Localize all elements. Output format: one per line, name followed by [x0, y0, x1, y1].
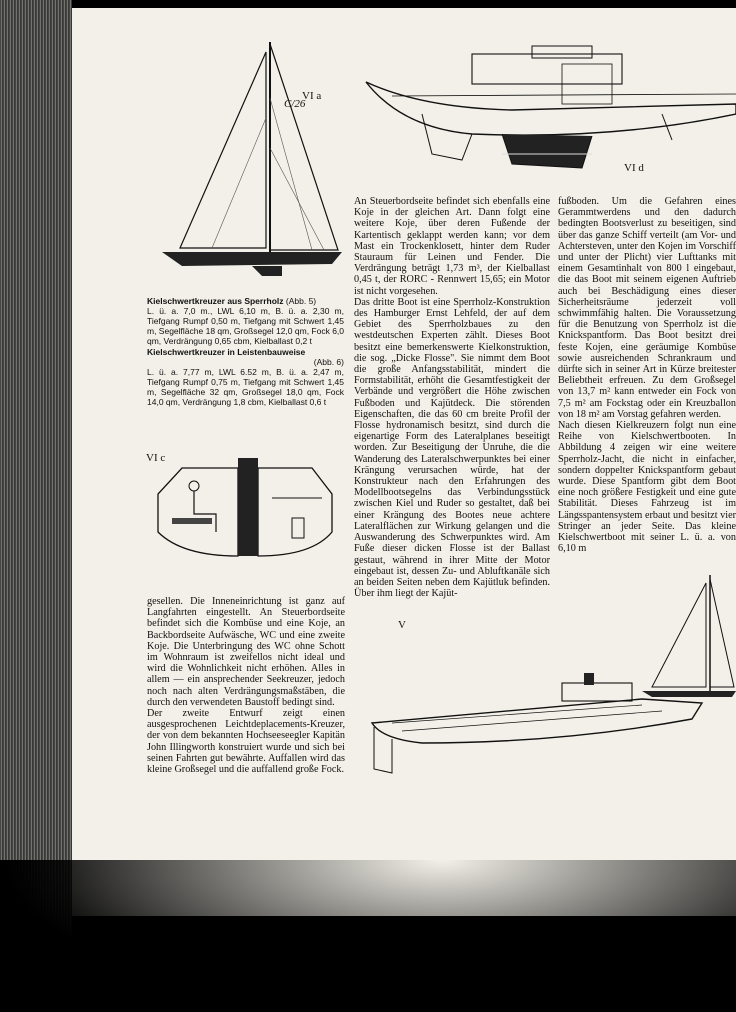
- boat-v-drawing: [362, 573, 736, 793]
- caption-boat2-ref: (Abb. 6): [313, 357, 344, 367]
- text-column-left: gesellen. Die Inneneinrichtung ist ganz auf Langfahrten eingestellt. An Steuerbordseite befindet sich die Kombüse und eine Koje, an Backbordseite Aufwäsche, WC und eine zweite Koje. Die Unterbringung des WC ohne Schott im Wohnraum ist zweifellos nicht ideal und wird die Wohnlichkeit nicht erhöhen. Alles in allem — ein ansprechender Seekreuzer, jedoch noch nach alten Verdrängungsmaßstäben, die durch den verwendeten Baustoff bedingt sind. Der zweite Entwurf zeigt einen ausgesprochenen Leichtdeplacements-Kreuzer, der von dem bekannten Hochseeseegler Kapitän John Illingworth konstruiert wurde und sich bei seinen Fahrten gut bewährte. Auffallen wird das kleine Großsegel und die auffallend große Fock.: [147, 596, 345, 776]
- caption-boat1-specs: L. ü. a. 7,0 m., LWL 6,10 m, B. ü. a. 2,30 m, Tiefgang Rumpf 0,50 m, Tiefgang mit Schwert 1,45 m, Segelfläche 18 qm, Großsegel 12,0 qm, Fock 6,0 qm, Verdrängung 0,65 cbm, Kielballast 0,2 t: [147, 306, 345, 346]
- text-column-middle: An Steuerbordseite befindet sich ebenfalls eine Koje in der gleichen Art. Dann folgt eine weitere Koje, über deren Fußende der Kartentisch geklappt werden kann; vor dem Mast ein Trockenklosett, hinter dem Ruder Stauraum für Leinen und Fender. Die Verdrängung beträgt 1,73 m³, der Kielballast 0,45 t, der RORC - Rennwert 15,65; ein Motor ist nicht vorgesehen. Das dritte Boot ist eine Sperrholz-Konstruktion des Hamburger Ernst Lehfeld, der auf dem Gebiet des Sperrholzbaues zu den westdeutschen Experten zählt. Dieses Boot besitzt eine bemerkenswerte Kielkonstruktion, die sog. „Dicke Flosse". Sie nimmt dem Boot die große Anfangsstabilität, mindert die Formstabilität, erhöht die Gesamtfestigkeit der Verbände und vergrößert die Höhe zwischen Fußboden und Kajütdeck. Die störenden Eigenschaften, die das 60 cm breite Profil der Flosse hydronamisch besitzt, sind durch die eigenartige Form des Lateralplanes beseitigt worden. Zur Beseitigung der Unruhe, die die Wanderung des Lateralschwerpunktes bei einer Krängung verursachen würde, hat der Konstrukteur nach den Erfahrungen des Modellbootsegelns das Verbindungsstück zwischen Kiel und Ruder so gestaltet, daß bei einer Krängung des Bootes neue achtere Lateralflächen zur Wirkung gelangen und die Auswanderung des Schwerpunktes wird. Am Fuße dieser dicken Flosse ist der Ballast gestaut, während in ihrer Mitte der Motor eingebaut ist, dessen Zu- und Abluftkanäle sich an beiden Seiten neben dem Kajütluk befinden. Über ihm liegt der Kajüt-: [354, 196, 550, 600]
- sailplan-drawing: [142, 38, 352, 278]
- caption-boat2-specs: L. ü. a. 7,77 m, LWL 6.52 m, B. ü. a. 2,47 m, Tiefgang Rumpf 0,75 m, Tiefgang mit Schwert 1,45 m, Segelfläche 32 qm, Großsegel 18,0 qm, Fock 14,0 qm, Verdrängung 1,8 cbm, Kielballast 0,6 t: [147, 367, 344, 407]
- caption-block: [147, 296, 344, 407]
- figure-vid-label: VI d: [624, 162, 644, 174]
- figure-v-boat: [362, 573, 736, 793]
- caption-boat2-title: Kielschwertkreuzer in Leistenbauweise: [147, 347, 306, 357]
- figure-vic-section: [142, 448, 342, 558]
- caption-boat1: [147, 296, 344, 306]
- figure-vid-profile: [362, 44, 736, 180]
- book-page: [72, 8, 736, 916]
- figure-via-sailplan: [142, 38, 352, 278]
- figure-via-sail-mark: C/26: [284, 98, 306, 110]
- caption-boat1-title: Kielschwertkreuzer aus Sperrholz: [147, 296, 284, 306]
- cabin-section-drawing: [142, 448, 342, 558]
- page-curl-shadow: [0, 860, 736, 1012]
- figure-via-label: VI a: [302, 90, 322, 102]
- caption-boat2: [147, 347, 344, 357]
- figure-v-label: V: [398, 619, 406, 631]
- hull-profile-drawing: [362, 44, 736, 180]
- caption-boat1-ref: (Abb. 5): [285, 296, 317, 306]
- text-column-right: fußboden. Um die Gefahren eines Gerammtwerdens und den dadurch bedingten Bootsverlust zu beseitigen, sind über das ganze Schiff verteilt (am Vor- und Achtersteven, unter den Kojen im Vorschiff und unter der Plicht) vier Lufttanks mit einem Gesamtinhalt von 800 l eingebaut, die das Boot mit seinem eigenen Auftrieb auch bei Beschädigung eines dieser Sicherheitsräume jederzeit voll schwimmfähig halten. Die Voraussetzung für die Benutzung von Sperrholz ist die Knickspantform. Das Boot besitzt drei feste Kojen, eine geräumige Kombüse sowie ausreichenden Schrankraum und dürfte sich in seiner Art in Kürze breitester Beliebtheit erfreuen. Zu dem Großsegel von 13,7 m² kann entweder ein Fock von 7,5 m² am Fockstag oder ein Kreuzballon von 18 m² am Vorstag gefahren werden. Nach diesen Kielkreuzern folgt nun eine Reihe von Kielschwertbooten. In Abbildung 4 zeigen wir eine weitere Sperrholz-Jacht, die nicht in einfacher, sondern doppelter Knickspantform gebaut wurde. Diese Spantform gibt dem Boot eine noch größere Festigkeit und eine gute Stabilität. Dieses Fahrzeug ist im Längsspantensystem erbaut und besitzt vier Stringer an jeder Seite. Das kleine Kielschwertboot mit seiner L. ü. a. von 6,10 m: [558, 196, 736, 555]
- figure-vic-label: VI c: [146, 452, 166, 464]
